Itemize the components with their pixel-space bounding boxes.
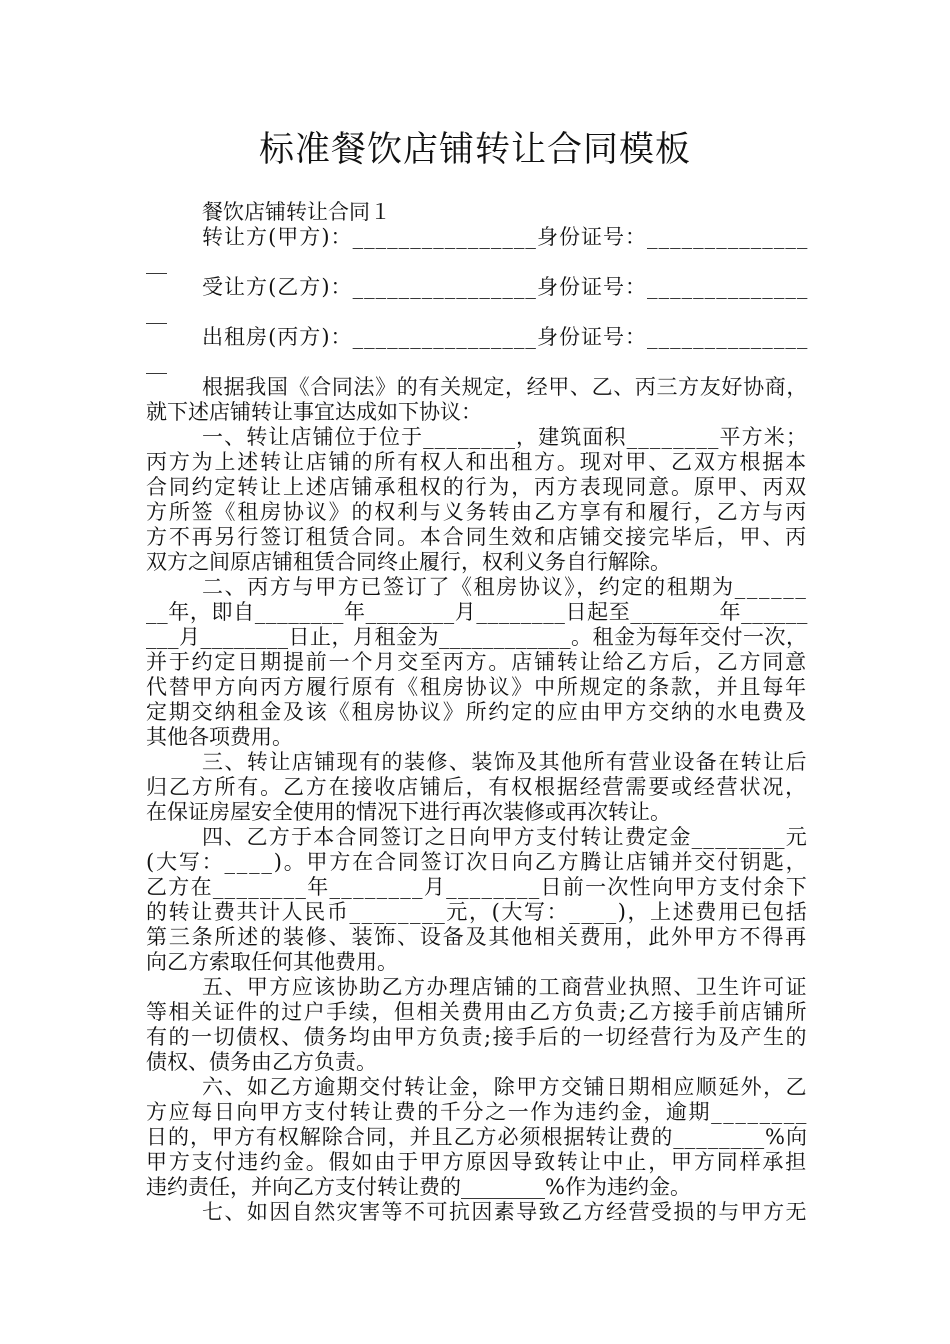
document-line: 债权、债务由乙方负责。 xyxy=(146,1050,377,1074)
document-line: ___月________日止，月租金为____________。租金为每年交付一次， xyxy=(146,625,808,649)
document-line: 其他各项费用。 xyxy=(146,725,293,749)
document-line: 丙方为上述转让店铺的所有权人和出租方。现对甲、乙双方根据本 xyxy=(146,450,808,474)
document-line: 并于约定日期提前一个月交至丙方。店铺转让给乙方后，乙方同意 xyxy=(146,650,808,674)
document-line: 方应每日向甲方支付转让费的千分之一作为违约金，逾期________ xyxy=(146,1100,808,1124)
document-line: (大写：____)。甲方在合同签订次日向乙方腾让店铺并交付钥匙， xyxy=(146,850,808,874)
document-line: __ xyxy=(146,300,167,324)
document-line: 的转让费共计人民币________元，(大写：____)，上述费用已包括 xyxy=(146,900,808,924)
document-line: 出租房(丙方)：________________身份证号：______________ xyxy=(202,325,808,349)
document-line: 有的一切债权、债务均由甲方负责;接手后的一切经营行为及产生的 xyxy=(146,1025,808,1049)
document-line: 五、甲方应该协助乙方办理店铺的工商营业执照、卫生许可证 xyxy=(202,975,808,999)
document-line: 二、丙方与甲方已签订了《租房协议》，约定的租期为______ xyxy=(202,575,808,599)
document-line: __年，即自________年________月________日起至________年______ xyxy=(146,600,808,624)
document-line: 七、如因自然灾害等不可抗因素导致乙方经营受损的与甲方无 xyxy=(202,1200,808,1224)
document-line: 三、转让店铺现有的装修、装饰及其他所有营业设备在转让后 xyxy=(202,750,808,774)
document-line: 归乙方所有。乙方在接收店铺后，有权根据经营需要或经营状况， xyxy=(146,775,808,799)
document-line: 乙方在________年________月________日前一次性向甲方支付余下 xyxy=(146,875,808,899)
document-line: 合同约定转让上述店铺承租权的行为，丙方表现同意。原甲、丙双 xyxy=(146,475,808,499)
document-line: 六、如乙方逾期交付转让金，除甲方交铺日期相应顺延外，乙 xyxy=(202,1075,808,1099)
document-line: 根据我国《合同法》的有关规定，经甲、乙、丙三方友好协商， xyxy=(202,375,808,399)
document-line: 方所签《租房协议》的权利与义务转由乙方享有和履行，乙方与丙 xyxy=(146,500,808,524)
document-line: 等相关证件的过户手续，但相关费用由乙方负责;乙方接手前店铺所 xyxy=(146,1000,808,1024)
document-line: 第三条所述的装修、装饰、设备及其他相关费用，此外甲方不得再 xyxy=(146,925,808,949)
document-line: 转让方(甲方)：________________身份证号：______________ xyxy=(202,225,808,249)
document-line: 方不再另行签订租赁合同。本合同生效和店铺交接完毕后，甲、丙 xyxy=(146,525,808,549)
document-line: 餐饮店铺转让合同１ xyxy=(202,200,391,224)
document-title: 标准餐饮店铺转让合同模板 xyxy=(258,130,691,170)
document-line: 定期交纳租金及该《租房协议》所约定的应由甲方交纳的水电费及 xyxy=(146,700,808,724)
document-line: __ xyxy=(146,350,167,374)
document-line: 双方之间原店铺租赁合同终止履行，权利义务自行解除。 xyxy=(146,550,671,574)
document-line: 一、转让店铺位于位于________，建筑面积________平方米； xyxy=(202,425,808,449)
document-line: 受让方(乙方)：________________身份证号：______________ xyxy=(202,275,808,299)
document-line: 就下述店铺转让事宜达成如下协议： xyxy=(146,400,482,424)
document-line: 向乙方索取任何其他费用。 xyxy=(146,950,398,974)
document-line: 甲方支付违约金。假如由于甲方原因导致转让中止，甲方同样承担 xyxy=(146,1150,808,1174)
document-line: 日的，甲方有权解除合同，并且乙方必须根据转让费的________%向 xyxy=(146,1125,808,1149)
document-line: 在保证房屋安全使用的情况下进行再次装修或再次转让。 xyxy=(146,800,671,824)
document-body xyxy=(146,200,808,1225)
document-line: __ xyxy=(146,250,167,274)
document-line: 四、乙方于本合同签订之日向甲方支付转让费定金________元 xyxy=(202,825,808,849)
document-line: 违约责任，并向乙方支付转让费的________%作为违约金。 xyxy=(146,1175,691,1199)
document-line: 代替甲方向丙方履行原有《租房协议》中所规定的条款，并且每年 xyxy=(146,675,808,699)
